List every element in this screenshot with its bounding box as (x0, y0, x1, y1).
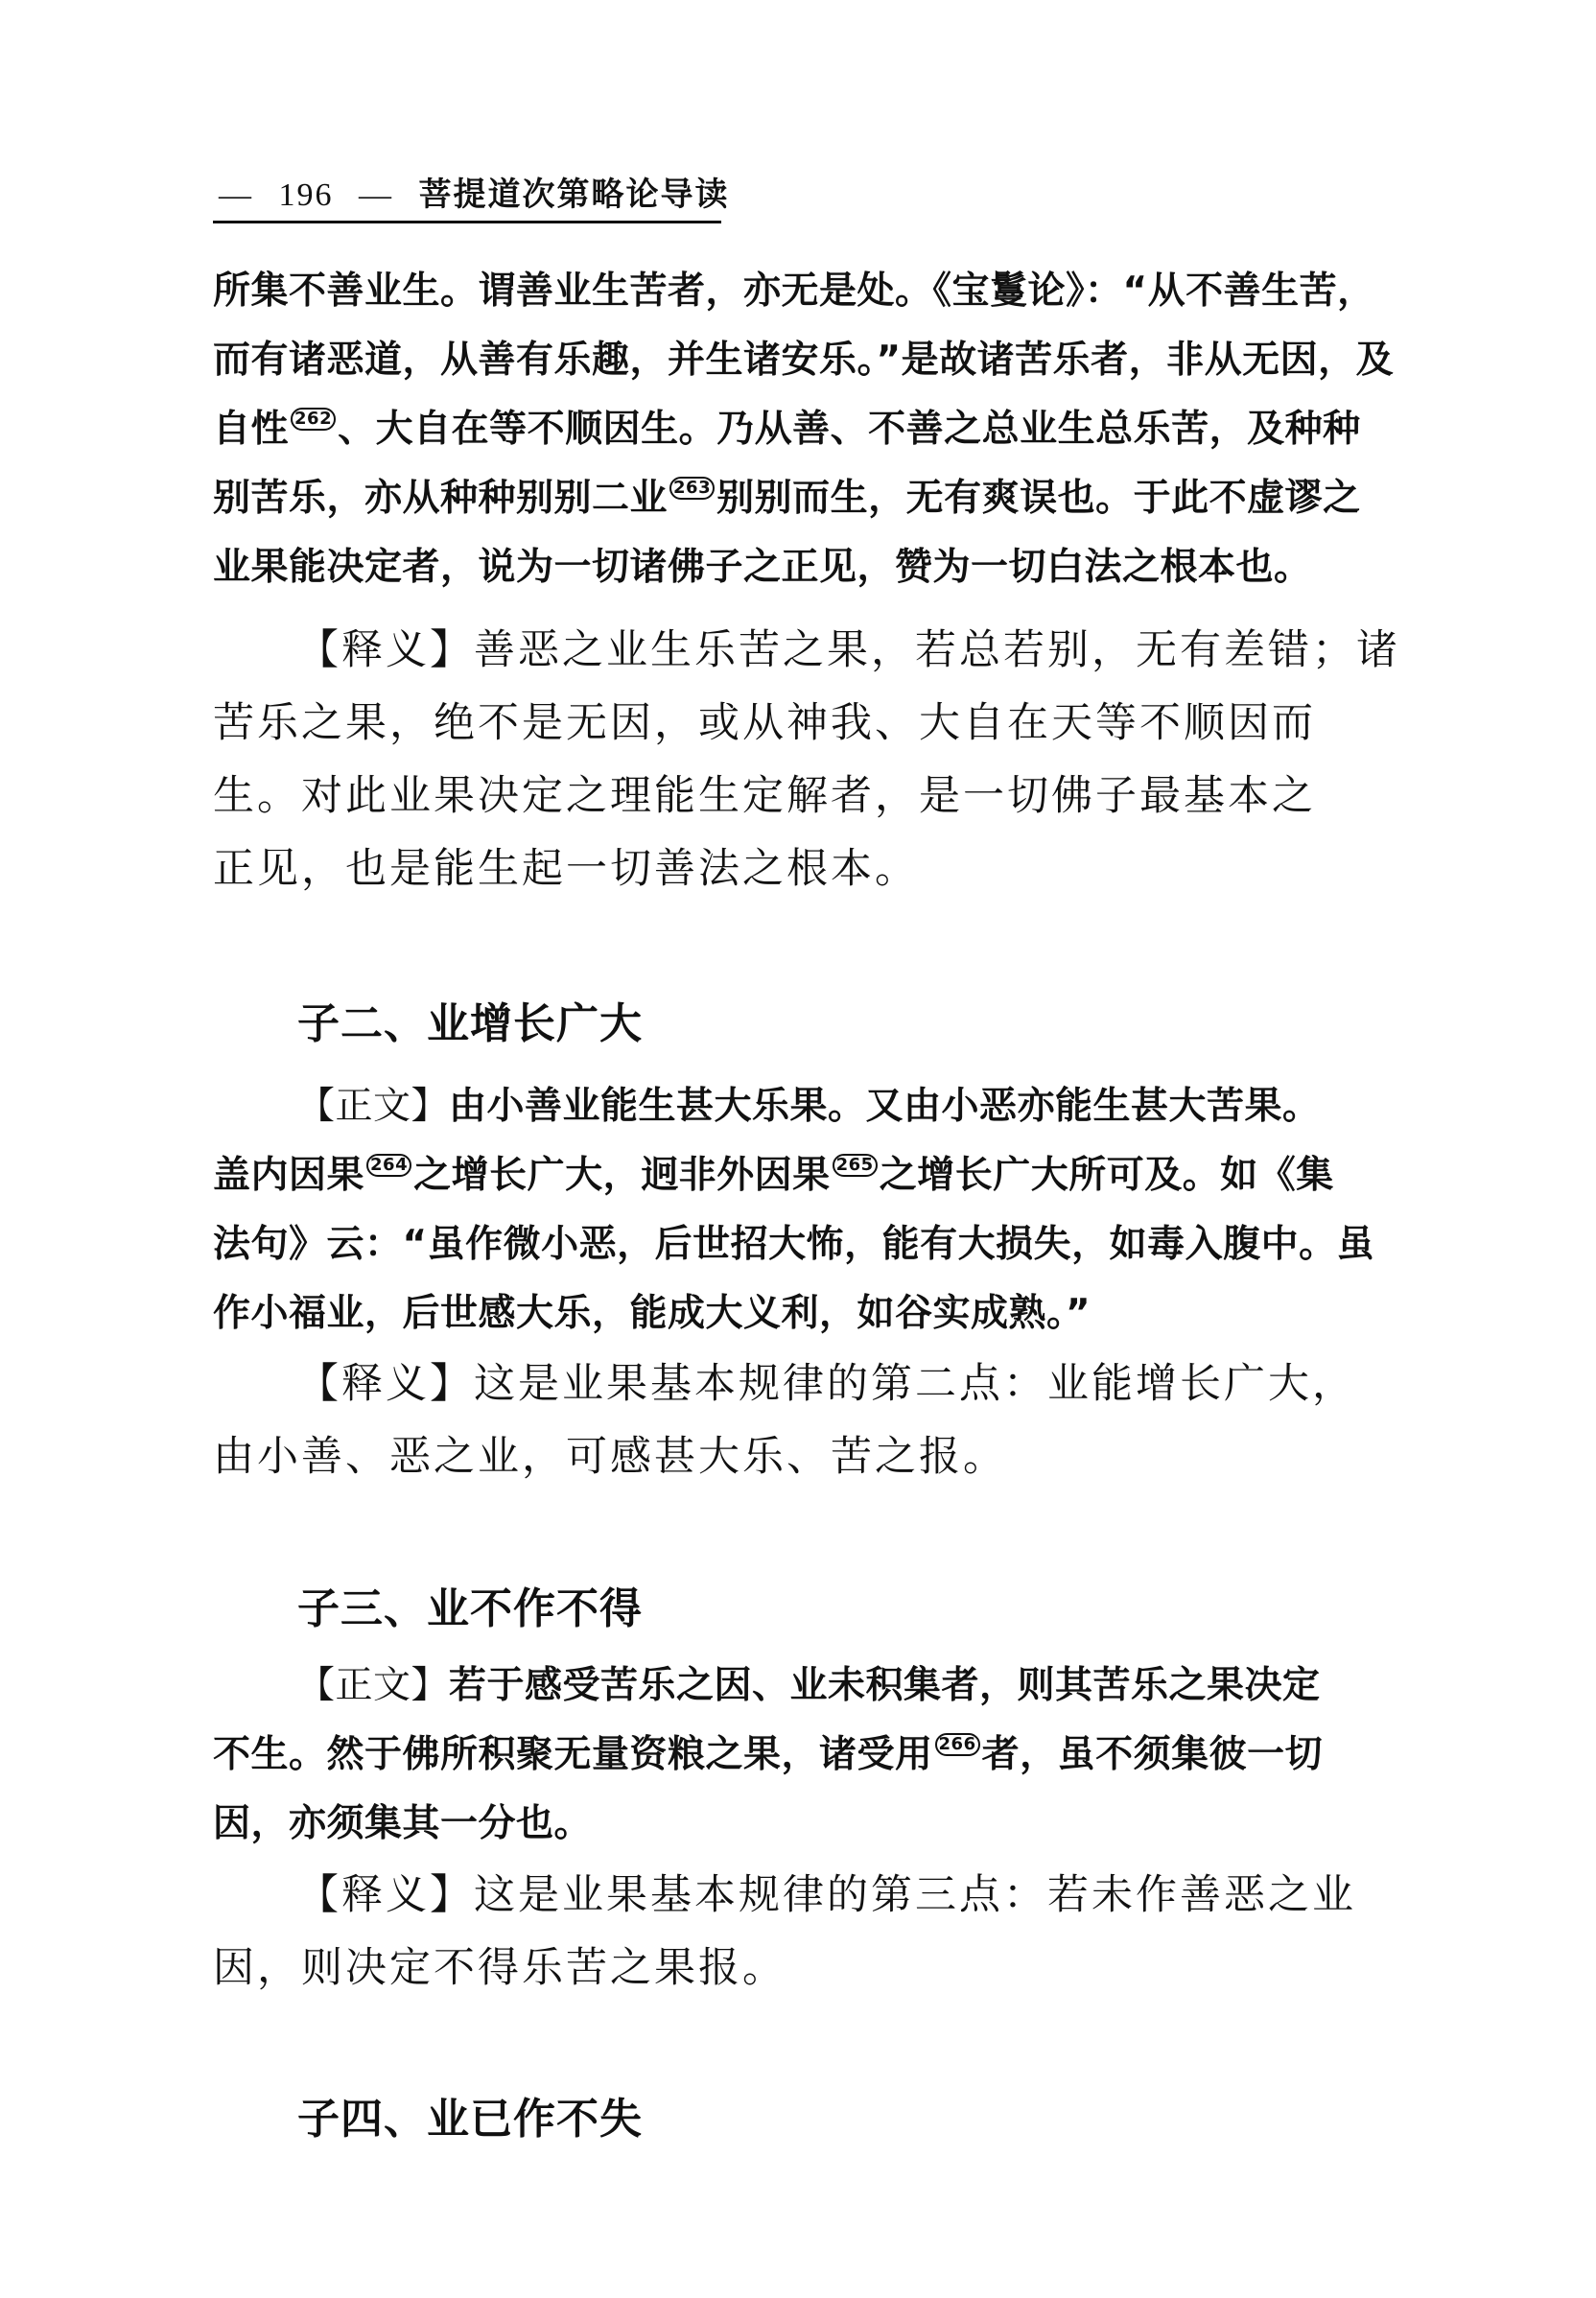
text-fragment: 若于感受苦乐之因、业未积集者，则其苦乐之果决定 (449, 1664, 1321, 1707)
text-fragment: 之增长广大所可及。如《集 (879, 1154, 1334, 1197)
text-line (213, 1141, 1389, 1210)
text-line: 而有诸恶道，从善有乐趣，并生诸安乐。”是故诸苦乐者，非从无因，及 (213, 339, 1395, 382)
text-line (213, 1721, 1389, 1790)
text-fragment: 别别而生，无有爽误也。于此不虚谬之 (716, 477, 1361, 520)
text-fragment: 别苦乐，亦从种种别别二业 (213, 477, 669, 520)
text-fragment: 善恶之业生乐苦之果，若总若别，无有差错；诸 (474, 626, 1400, 674)
text-line (213, 1859, 1389, 1932)
text-line: 因，亦须集其一分也。 (213, 1802, 593, 1845)
main-text-continued (213, 257, 1395, 602)
section-heading: 子二、业增长广大 (297, 999, 643, 1048)
section-heading: 子四、业已作不失 (297, 2095, 643, 2144)
text-fragment: 这是业果基本规律的第二点：业能增长广大， (474, 1360, 1356, 1408)
text-fragment: 、大自在等不顺因生。乃从善、不善之总业生总乐苦，及种种 (338, 408, 1361, 451)
text-fragment: 自性 (213, 408, 290, 451)
text-fragment: 不生。然于佛所积聚无量资粮之果，诸受用 (213, 1733, 933, 1776)
text-fragment: 之增长广大，迥非外因果 (413, 1154, 831, 1197)
book-title: 菩提道次第略论导读 (418, 177, 730, 213)
commentary-label: 【释义】 (297, 626, 474, 674)
text-fragment: 由小善业能生甚大乐果。又由小恶亦能生甚大苦果。 (449, 1085, 1321, 1128)
text-fragment: 者，虽不须集彼一切 (981, 1733, 1324, 1776)
text-line: 作小福业，后世感大乐，能成大义利，如谷实成熟。” (213, 1292, 1091, 1335)
page-number: 196 (278, 177, 334, 213)
text-line (213, 1072, 1389, 1141)
commentary-block-3 (213, 1859, 1389, 2005)
commentary-block-2 (213, 1348, 1389, 1493)
text-line (213, 395, 1389, 464)
text-line: 所集不善业生。谓善业生苦者，亦无是处。《宝鬘论》：“从不善生苦， (213, 270, 1375, 313)
header-dash-right: — (359, 177, 393, 213)
footnote-marker: 264 (366, 1154, 411, 1177)
text-line (213, 1652, 1389, 1721)
text-line: 因，则决定不得乐苦之果报。 (213, 1944, 786, 1992)
text-line: 法句》云：“虽作微小恶，后世招大怖，能有大损失，如毒入腹中。虽 (213, 1223, 1375, 1266)
text-line: 由小善、恶之业，可感甚大乐、苦之报。 (213, 1433, 1007, 1481)
header-dash-left: — (219, 177, 253, 213)
footnote-marker: 263 (669, 477, 715, 500)
text-line: 苦乐之果，绝不是无因，或从神我、大自在天等不顺因而 (213, 699, 1316, 747)
footnote-marker: 262 (291, 408, 336, 431)
text-line (213, 614, 1400, 687)
text-line: 正见，也是能生起一切善法之根本。 (213, 845, 919, 893)
footnote-marker: 265 (833, 1154, 878, 1177)
text-fragment: 这是业果基本规律的第三点：若未作善恶之业 (474, 1871, 1356, 1919)
footnote-marker: 266 (935, 1733, 980, 1756)
text-line: 生。对此业果决定之理能生定解者，是一切佛子最基本之 (213, 772, 1316, 820)
section-heading: 子三、业不作不得 (297, 1584, 643, 1633)
running-header (213, 175, 730, 223)
commentary-label: 【释义】 (297, 1360, 474, 1408)
text-line (213, 464, 1389, 533)
commentary-label: 【释义】 (297, 1871, 474, 1919)
main-text-label: 【正文】 (297, 1085, 450, 1128)
main-text-section2 (213, 1072, 1389, 1348)
text-line (213, 1348, 1389, 1420)
text-line: 业果能决定者，说为一切诸佛子之正见，赞为一切白法之根本也。 (213, 546, 1312, 589)
main-text-section3 (213, 1652, 1389, 1859)
text-fragment: 盖内因果 (213, 1154, 365, 1197)
main-text-label: 【正文】 (297, 1664, 450, 1707)
commentary-block-1 (213, 614, 1400, 905)
